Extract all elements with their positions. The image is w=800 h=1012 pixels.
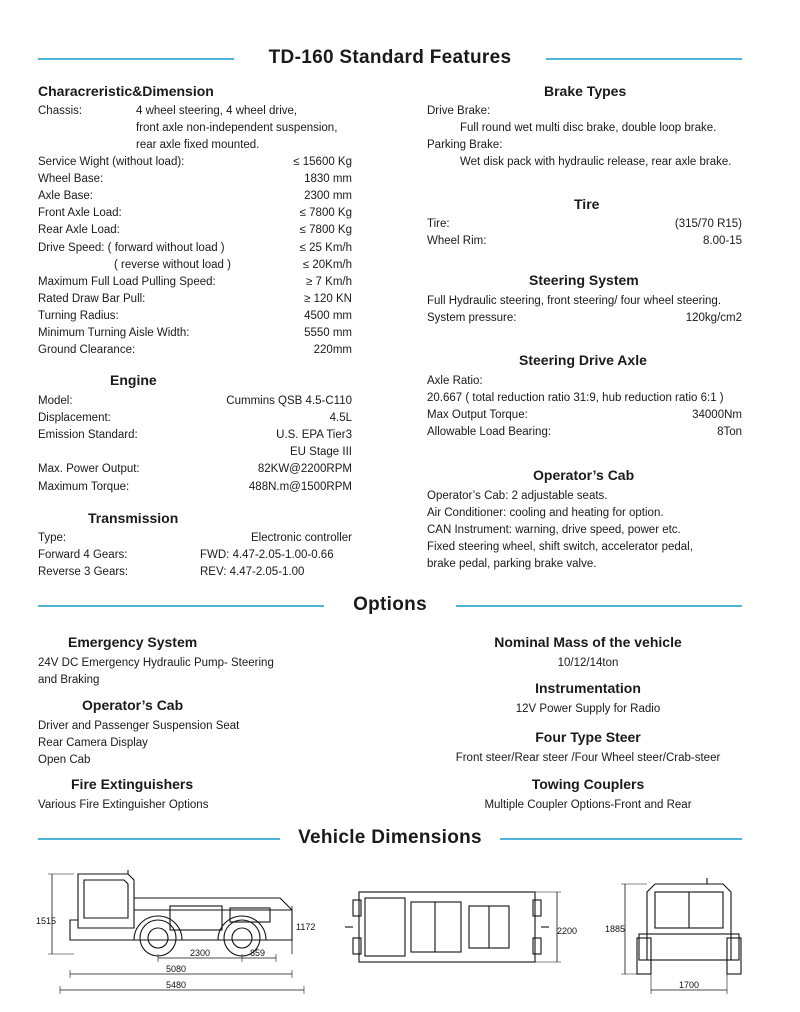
section-title-dimensions: Vehicle Dimensions (298, 827, 482, 848)
section-title-options: Options (353, 594, 427, 615)
spec-label: Displacement: (38, 412, 111, 425)
rule-dims-right (500, 838, 742, 840)
heading-transmission: Transmission (88, 510, 179, 526)
opt-heading-steer: Four Type Steer (535, 729, 641, 745)
dim-top-width: 2200 (557, 926, 578, 936)
cab-line-1: Operator’s Cab: 2 adjustable seats. (427, 490, 608, 502)
spec-label: Maximum Torque: (38, 480, 130, 493)
transmission-value: REV: 4.47-2.05-1.00 (200, 566, 305, 579)
spec-label: Axle Base: (38, 190, 93, 203)
parking-brake-label: Parking Brake: (427, 139, 503, 151)
spec-value: 82KW@2200RPM (257, 463, 352, 476)
opt-cab-line-2: Rear Camera Display (38, 737, 148, 749)
spec-label: Ground Clearance: (38, 344, 136, 357)
steering-pressure-label: System pressure: (427, 312, 517, 324)
spec-value: 4500 mm (304, 309, 352, 322)
spec-value: Cummins QSB 4.5-C110 (226, 395, 352, 407)
spec-value: ≤ 25 Km/h (299, 241, 352, 254)
opt-mass-line-1: 10/12/14ton (557, 657, 619, 669)
spec-label: Service Wight (without load): (38, 156, 185, 168)
rule-options-right (456, 605, 742, 607)
axle-torque-label: Max Output Torque: (427, 409, 528, 421)
heading-brake: Brake Types (544, 83, 627, 99)
heading-engine: Engine (110, 372, 157, 388)
heading-steering: Steering System (529, 272, 639, 288)
chassis-line-3: rear axle fixed mounted. (136, 139, 260, 151)
axle-ratio-text: 20.667 ( total reduction ratio 31:9, hub reduction ratio 6:1 ) (427, 392, 724, 404)
transmission-value: Electronic controller (251, 532, 352, 544)
dim-side-height: 1515 (36, 916, 57, 926)
axle-load-value: 8Ton (717, 426, 742, 438)
opt-instrumentation-line-1: 12V Power Supply for Radio (515, 703, 661, 715)
spec-label: Minimum Turning Aisle Width: (38, 327, 190, 339)
steering-text: Full Hydraulic steering, front steering/ four wheel steering. (427, 295, 722, 307)
spec-value: EU Stage III (289, 446, 352, 459)
axle-load-label: Allowable Load Bearing: (427, 426, 552, 438)
opt-cab-line-3: Open Cab (38, 754, 91, 766)
spec-value: 4.5L (329, 412, 352, 425)
spec-label: Wheel Rim: (427, 235, 487, 247)
rule-standard-right (546, 58, 742, 60)
opt-heading-fire: Fire Extinguishers (71, 776, 194, 792)
spec-label: Rear Axle Load: (38, 224, 120, 237)
rule-dims-left (38, 838, 280, 840)
spec-value: 2300 mm (304, 190, 352, 203)
transmission-value: FWD: 4.47-2.05-1.00-0.66 (200, 549, 334, 562)
spec-value: 488N.m@1500RPM (248, 480, 352, 493)
top-view-drawing (345, 882, 585, 982)
spec-label: Maximum Full Load Pulling Speed: (38, 275, 216, 288)
chassis-line-2: front axle non-independent suspension, (136, 122, 338, 134)
dim-length-body: 5080 (166, 964, 187, 974)
front-view-drawing (603, 874, 763, 998)
spec-label: Wheel Base: (38, 173, 104, 186)
opt-heading-couplers: Towing Couplers (531, 776, 645, 792)
rule-standard-left (38, 58, 234, 60)
transmission-label: Forward 4 Gears: (38, 549, 128, 562)
dim-front-height: 1885 (605, 924, 626, 934)
spec-value: ≥ 120 KN (304, 292, 352, 305)
heading-axle: Steering Drive Axle (519, 352, 647, 368)
dim-front-width: 1700 (679, 980, 700, 990)
steering-pressure-value: 120kg/cm2 (685, 312, 742, 324)
opt-heading-mass: Nominal Mass of the vehicle (494, 634, 682, 650)
opt-couplers-line-1: Multiple Coupler Options-Front and Rear (484, 799, 692, 811)
drive-brake-text: Full round wet multi disc brake, double loop brake. (460, 122, 717, 134)
spec-label: Emission Standard: (38, 429, 138, 442)
cab-line-5: brake pedal, parking brake valve. (427, 558, 597, 570)
transmission-label: Reverse 3 Gears: (38, 566, 129, 579)
section-title-standard: TD-160 Standard Features (268, 47, 512, 68)
cab-line-4: Fixed steering wheel, shift switch, accelerator pedal, (427, 541, 693, 553)
spec-label: Drive Speed: ( forward without load ) (38, 241, 225, 254)
axle-ratio-label: Axle Ratio: (427, 375, 483, 387)
spec-label: Tire: (427, 218, 450, 230)
parking-brake-text: Wet disk pack with hydraulic release, rear axle brake. (460, 156, 732, 168)
opt-cab-line-1: Driver and Passenger Suspension Seat (38, 720, 240, 732)
transmission-label: Type: (38, 532, 67, 544)
spec-value: ≤ 20Km/h (302, 258, 352, 271)
spec-label: Front Axle Load: (38, 207, 122, 220)
dim-length-total: 5480 (166, 980, 187, 990)
heading-tire: Tire (574, 196, 600, 212)
heading-characteristic: Characreristic&Dimension (38, 83, 214, 99)
axle-torque-value: 34000Nm (692, 409, 742, 421)
rule-options-left (38, 605, 324, 607)
spec-value: 8.00-15 (702, 235, 742, 247)
dim-side-height2: 1172 (296, 922, 316, 932)
spec-value: 5550 mm (304, 327, 352, 339)
cab-line-2: Air Conditioner: cooling and heating for option. (427, 507, 664, 519)
spec-value: ≤ 15600 Kg (293, 156, 352, 168)
spec-label: Turning Radius: (38, 309, 119, 322)
spec-label: Max. Power Output: (38, 463, 140, 476)
cab-line-3: CAN Instrument: warning, drive speed, power etc. (427, 524, 681, 536)
opt-heading-cab: Operator’s Cab (82, 697, 184, 713)
opt-fire-line-1: Various Fire Extinguisher Options (38, 799, 209, 811)
opt-emergency-line-2: and Braking (38, 674, 100, 686)
spec-label: ( reverse without load ) (114, 258, 231, 271)
opt-heading-instrumentation: Instrumentation (535, 680, 641, 696)
spec-value: (315/70 R15) (674, 218, 742, 230)
chassis-line-1: 4 wheel steering, 4 wheel drive, (136, 105, 298, 117)
side-view-drawing (30, 858, 330, 998)
dim-rear-overhang: 859 (250, 948, 266, 958)
spec-value: U.S. EPA Tier3 (276, 429, 352, 442)
chassis-label: Chassis: (38, 105, 83, 117)
spec-value: 1830 mm (304, 173, 352, 186)
spec-label: Model: (38, 395, 73, 407)
opt-emergency-line-1: 24V DC Emergency Hydraulic Pump- Steering (38, 657, 274, 669)
dim-wheelbase: 2300 (190, 948, 211, 958)
spec-value: ≥ 7 Km/h (306, 275, 352, 288)
spec-value: 220mm (313, 344, 352, 357)
opt-heading-emergency: Emergency System (68, 634, 198, 650)
drive-brake-label: Drive Brake: (427, 105, 491, 117)
spec-value: ≤ 7800 Kg (299, 224, 352, 237)
spec-value: ≤ 7800 Kg (299, 207, 352, 220)
heading-cab: Operator’s Cab (533, 467, 635, 483)
opt-steer-line-1: Front steer/Rear steer /Four Wheel steer/Crab-steer (455, 752, 721, 764)
spec-label: Rated Draw Bar Pull: (38, 292, 146, 305)
